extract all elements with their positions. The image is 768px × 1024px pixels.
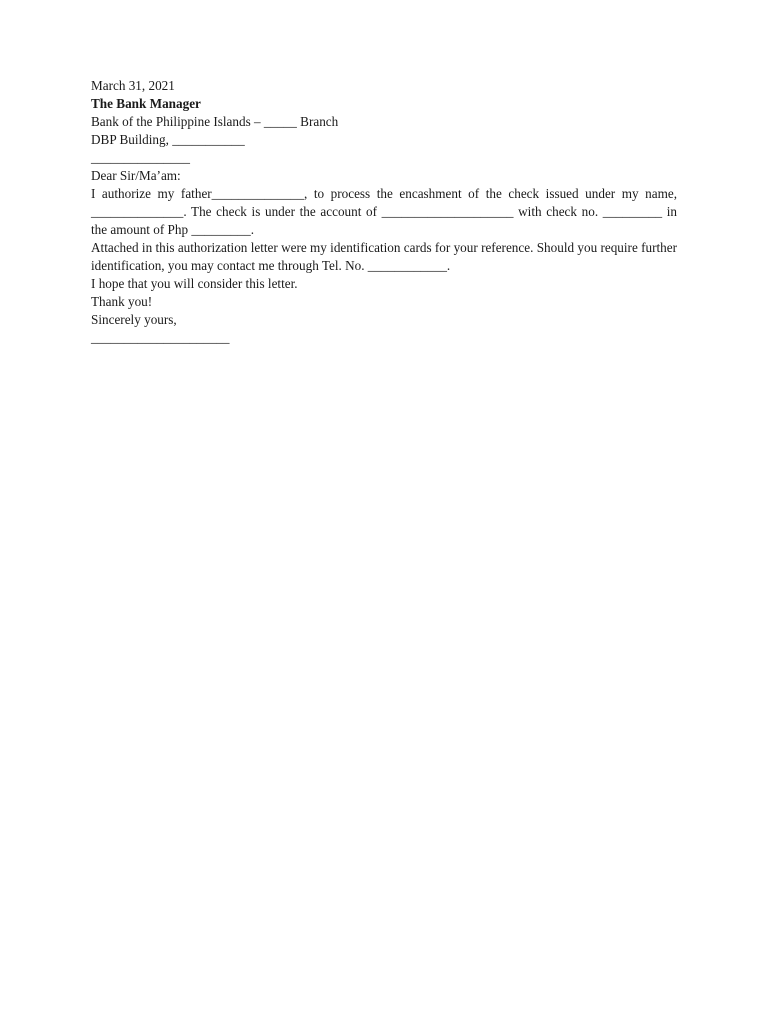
salutation: Dear Sir/Ma’am: — [91, 168, 181, 183]
closing-line: Sincerely yours, — [91, 312, 177, 327]
authorization-letter — [91, 77, 677, 347]
recipient-address-blank: _______________ — [91, 150, 190, 165]
recipient-title: The Bank Manager — [91, 96, 201, 111]
thanks-line: Thank you! — [91, 294, 153, 309]
signature-line: _____________________ — [91, 330, 230, 345]
body-paragraph-identification: Attached in this authorization letter were my identification cards for your reference. Should you require further identification, you may contact me through Tel. No. ____________. — [91, 240, 677, 273]
body-paragraph-authorization: I authorize my father______________, to process the encashment of the check issued under my name, ______________. The check is under the account of ____________________ with check no. _________ in the amount of Php _________. — [91, 186, 677, 237]
recipient-bank-line: Bank of the Philippine Islands – _____ Branch — [91, 114, 339, 129]
recipient-building-line: DBP Building, ___________ — [91, 132, 245, 147]
letter-date: March 31, 2021 — [91, 78, 175, 93]
recipient-block — [91, 95, 677, 167]
body-paragraph-consideration: I hope that you will consider this letter. — [91, 276, 298, 291]
